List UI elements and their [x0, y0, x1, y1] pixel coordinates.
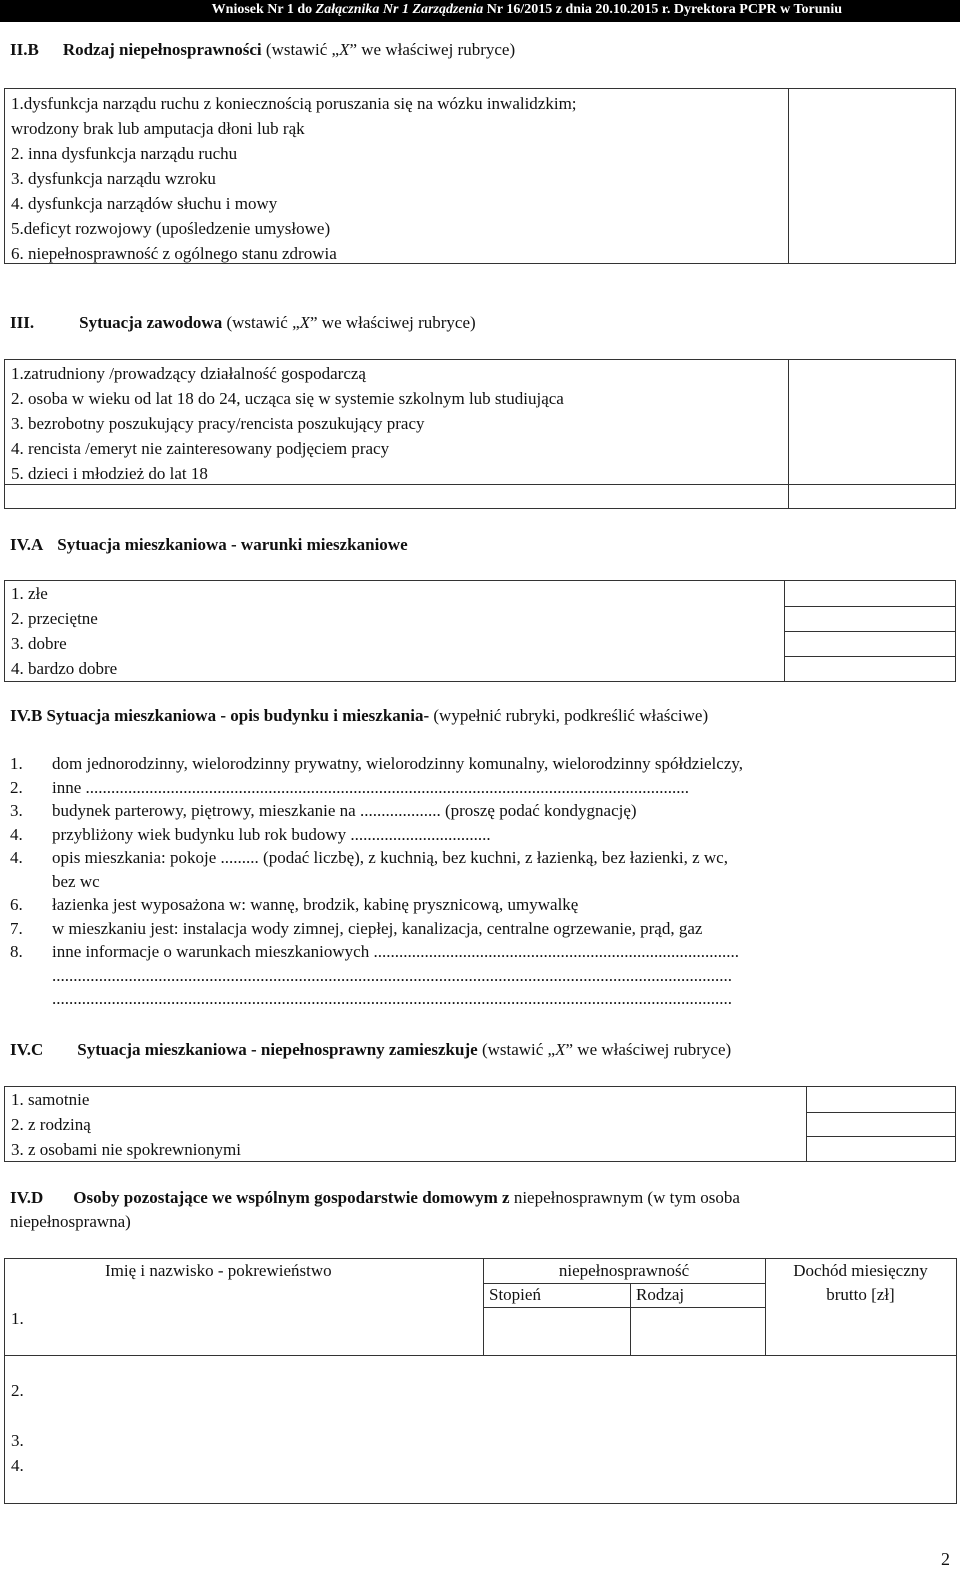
section-3-heading: III. Sytuacja zawodowa (wstawić „X” we właściwej rubryce): [10, 313, 476, 332]
disability-option-1: 1.dysfunkcja narządu ruchu z koniecznością poruszania się na wózku inwalidzkim;: [11, 94, 577, 113]
section-4c-heading: IV.C Sytuacja mieszkaniowa - niepełnosprawny zamieszkuje (wstawić „X” we właściwej rubryce): [10, 1040, 732, 1059]
section-4b-heading: IV.B Sytuacja mieszkaniowa - opis budynku i mieszkania- (wypełnić rubryki, podkreślić właściwe): [10, 706, 709, 725]
household-members-table: [4, 1258, 957, 1504]
disability-option-5: 5.deficyt rozwojowy (upośledzenie umysłowe): [11, 219, 331, 238]
col-income-header: Dochód miesięczny brutto [zł]: [793, 1261, 928, 1304]
housing-option-2: 2. przeciętne: [11, 609, 98, 628]
building-line-4: 4. przybliżony wiek budynku lub rok budowy .................................: [10, 824, 491, 844]
household-option-3: 3. z osobami nie spokrewnionymi: [11, 1140, 241, 1159]
building-line-8: 8. inne informacje o warunkach mieszkaniowych ......................................................................................: [10, 942, 739, 961]
housing-option-4: 4. bardzo dobre: [11, 659, 118, 678]
col-disability-header: niepełnosprawność: [558, 1261, 690, 1280]
job-option-1: 1.zatrudniony /prowadzący działalność gospodarczą: [11, 364, 366, 383]
col-type-header: Rodzaj: [636, 1285, 685, 1304]
disability-option-1b: wrodzony brak lub amputacja dłoni lub rąk: [11, 119, 305, 138]
document-header: Wniosek Nr 1 do Załącznika Nr 1 Zarządzenia Nr 16/2015 z dnia 20.10.2015 r. Dyrektora PCPR w Toruniu: [0, 0, 960, 22]
table-row-1-num: 1.: [11, 1309, 24, 1328]
section-2b-table: [4, 88, 956, 264]
section-4a-table: [4, 580, 956, 682]
col-degree-header: Stopień: [489, 1285, 541, 1304]
section-4d-heading: IV.D Osoby pozostające we wspólnym gospodarstwie domowym z niepełnosprawnym (w tym osoba niepełnosprawna): [10, 1188, 740, 1231]
section-4c-table: [4, 1086, 956, 1162]
disability-option-3: 3. dysfunkcja narządu wzroku: [11, 169, 216, 188]
job-option-5: 5. dzieci i młodzież do lat 18: [11, 464, 208, 483]
table-row-4-num: 4.: [11, 1456, 24, 1475]
table-row-3-num: 3.: [11, 1431, 24, 1450]
household-option-1: 1. samotnie: [11, 1090, 90, 1109]
household-option-2: 2. z rodziną: [11, 1115, 91, 1134]
job-option-2: 2. osoba w wieku od lat 18 do 24, ucząca się w systemie szkolnym lub studiująca: [11, 389, 564, 408]
section-2b-heading: II.B Rodzaj niepełnosprawności (wstawić „X” we właściwej rubryce): [10, 40, 516, 59]
building-line-8b: ................................................................................................................................................................: [52, 965, 732, 985]
housing-option-1: 1. złe: [11, 584, 48, 603]
building-line-7: 7. w mieszkaniu jest: instalacja wody zimnej, ciepłej, kanalizacja, centralne ogrzewanie, prąd, gaz: [10, 918, 703, 938]
building-line-1: 1. dom jednorodzinny, wielorodzinny prywatny, wielorodzinny komunalny, wielorodzinny spółdzielczy,: [10, 754, 744, 773]
section-4b-lines: [10, 752, 955, 1011]
disability-option-4: 4. dysfunkcja narządów słuchu i mowy: [11, 194, 278, 213]
disability-option-2: 2. inna dysfunkcja narządu ruchu: [11, 144, 238, 163]
job-option-3: 3. bezrobotny poszukujący pracy/rencista poszukujący pracy: [11, 414, 425, 433]
building-line-5: 4. opis mieszkania: pokoje ......... (podać liczbę), z kuchnią, bez kuchni, z łazienką, bez łazienki, z wc,: [10, 848, 728, 867]
table-row-2-num: 2.: [11, 1381, 24, 1400]
building-line-8c: ................................................................................................................................................................: [52, 989, 732, 1008]
building-line-3: 3. budynek parterowy, piętrowy, mieszkanie na ................... (proszę podać kondygnację): [10, 801, 637, 820]
building-line-2: 2. inne ..............................................................................................................................................: [10, 777, 690, 797]
housing-option-3: 3. dobre: [11, 634, 67, 653]
job-option-4: 4. rencista /emeryt nie zainteresowany podjęciem pracy: [11, 439, 390, 458]
page-number: 2: [941, 1549, 950, 1569]
building-line-6: 6. łazienka jest wyposażona w: wannę, brodzik, kabinę prysznicową, umywalkę: [10, 895, 579, 914]
col-name-header: Imię i nazwisko - pokrewieństwo: [105, 1261, 332, 1280]
section-4a-heading: IV.A Sytuacja mieszkaniowa - warunki mieszkaniowe: [10, 535, 408, 554]
section-3-table: [4, 359, 956, 509]
disability-option-6: 6. niepełnosprawność z ogólnego stanu zdrowia: [11, 244, 337, 263]
building-line-5b: bez wc: [52, 871, 100, 891]
